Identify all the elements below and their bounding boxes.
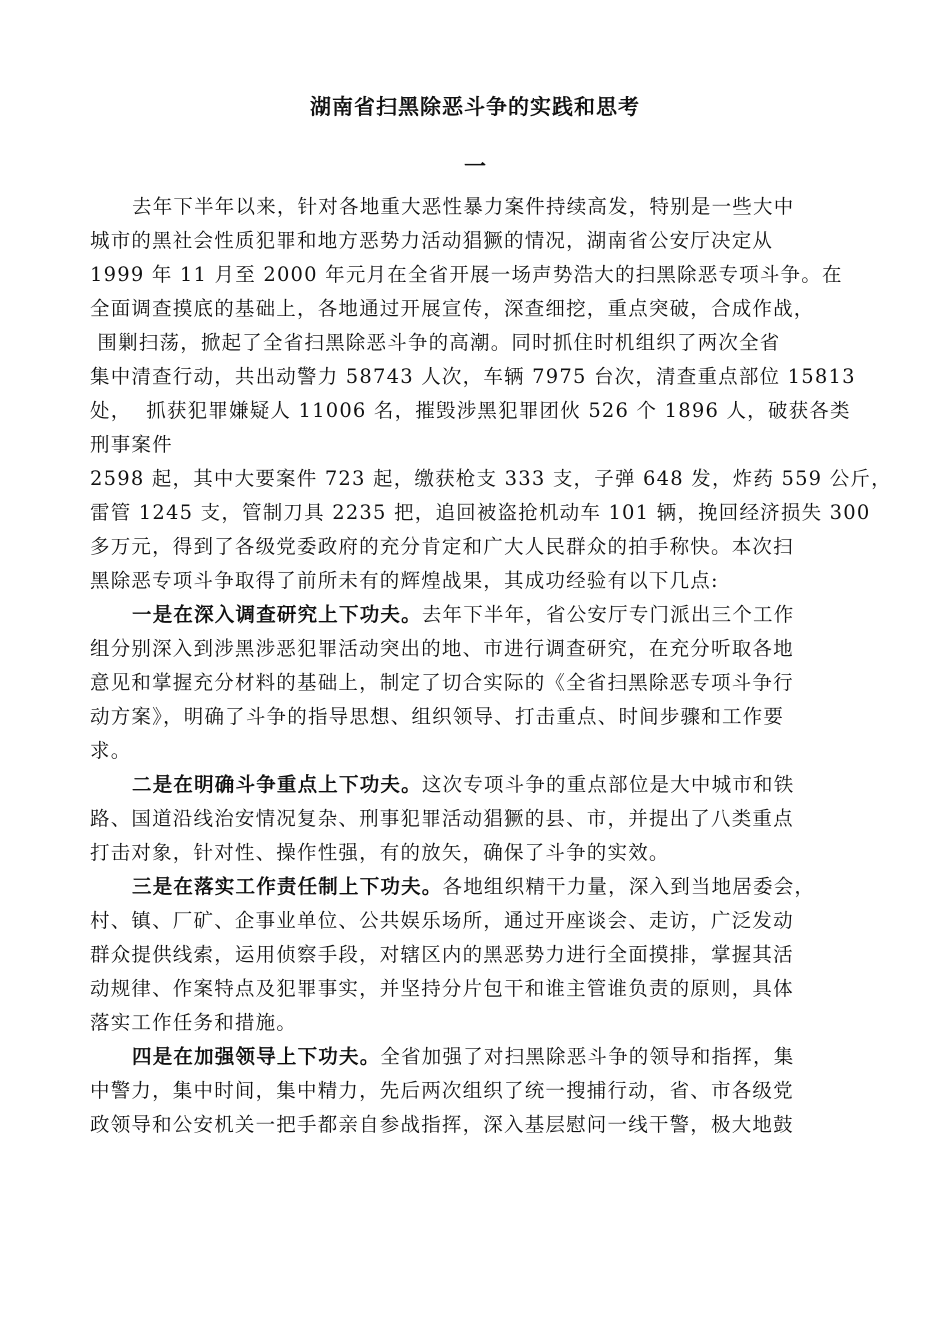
text-line: 求。 xyxy=(90,739,132,762)
text-line: 处， 抓获犯罪嫌疑人 11006 名，摧毁涉黑犯罪团伙 526 个 1896 人，破获各类 xyxy=(90,399,851,422)
text-line xyxy=(90,1040,860,1074)
text-line: 中警力，集中时间，集中精力，先后两次组织了统一搜捕行动，省、市各级党 xyxy=(90,1079,794,1102)
paragraph-point-4 xyxy=(90,1040,860,1142)
point-lead: 二是在明确斗争重点上下功夫。 xyxy=(132,773,422,796)
text-line xyxy=(90,598,860,632)
point-text: 去年下半年，省公安厅专门派出三个工作 xyxy=(421,603,795,626)
paragraph-intro xyxy=(90,190,892,598)
section-number: 一 xyxy=(463,154,486,180)
point-text: 各地组织精干力量，深入到当地居委会， xyxy=(442,875,816,898)
point-lead: 一是在深入调查研究上下功夫。 xyxy=(132,603,422,626)
text-line: 落实工作任务和措施。 xyxy=(90,1011,298,1034)
paragraph-point-2 xyxy=(90,768,860,870)
document-body xyxy=(90,190,892,1142)
text-line: 村、镇、厂矿、企事业单位、公共娱乐场所，通过开座谈会、走访，广泛发动 xyxy=(90,909,794,932)
point-text: 全省加强了对扫黑除恶斗争的领导和指挥，集 xyxy=(380,1045,795,1068)
document-title: 湖南省扫黑除恶斗争的实践和思考 xyxy=(310,94,640,119)
text-line: 全面调查摸底的基础上，各地通过开展宣传，深查细挖，重点突破，合成作战， xyxy=(90,297,815,320)
text-line xyxy=(90,768,860,802)
paragraph-point-3 xyxy=(90,870,860,1040)
text-line: 组分别深入到涉黑涉恶犯罪活动突出的地、市进行调查研究，在充分听取各地 xyxy=(90,637,794,660)
text-line: 黑除恶专项斗争取得了前所未有的辉煌战果，其成功经验有以下几点: xyxy=(90,569,719,592)
text-line: 路、国道沿线治安情况复杂、刑事犯罪活动猖獗的县、市，并提出了八类重点 xyxy=(90,807,794,830)
text-line: 打击对象，针对性、操作性强，有的放矢，确保了斗争的实效。 xyxy=(90,841,670,864)
text-line: 雷管 1245 支，管制刀具 2235 把，追回被盗抢机动车 101 辆，挽回经济损失 300 xyxy=(90,501,871,524)
text-line: 去年下半年以来，针对各地重大恶性暴力案件持续高发，特别是一些大中 xyxy=(132,195,795,218)
point-lead: 三是在落实工作责任制上下功夫。 xyxy=(132,875,443,898)
text-line: 围剿扫荡，掀起了全省扫黑除恶斗争的高潮。同时抓住时机组织了两次全省 xyxy=(90,331,781,354)
paragraph-point-1 xyxy=(90,598,860,768)
text-line: 集中清查行动，共出动警力 58743 人次，车辆 7975 台次，清查重点部位 15813 xyxy=(90,365,856,388)
text-line: 2598 起，其中大要案件 723 起，缴获枪支 333 支，子弹 648 发，炸药 559 公斤， xyxy=(90,467,892,490)
point-lead: 四是在加强领导上下功夫。 xyxy=(132,1045,381,1068)
point-text: 这次专项斗争的重点部位是大中城市和铁 xyxy=(421,773,795,796)
text-line: 城市的黑社会性质犯罪和地方恶势力活动猖獗的情况，湖南省公安厅决定从 xyxy=(90,229,774,252)
text-line: 动规律、作案特点及犯罪事实，并坚持分片包干和谁主管谁负责的原则，具体 xyxy=(90,977,794,1000)
text-line: 多万元，得到了各级党委政府的充分肯定和广大人民群众的拍手称快。本次扫 xyxy=(90,535,794,558)
text-line xyxy=(90,870,860,904)
text-line: 1999 年 11 月至 2000 年元月在全省开展一场声势浩大的扫黑除恶专项斗争。在 xyxy=(90,263,843,286)
text-line: 群众提供线索，运用侦察手段，对辖区内的黑恶势力进行全面摸排，掌握其活 xyxy=(90,943,794,966)
text-line: 动方案》，明确了斗争的指导思想、组织领导、打击重点、时间步骤和工作要 xyxy=(90,705,785,728)
text-line: 刑事案件 xyxy=(90,433,173,456)
text-line: 意见和掌握充分材料的基础上，制定了切合实际的《全省扫黑除恶专项斗争行 xyxy=(90,671,794,694)
text-line: 政领导和公安机关一把手都亲自参战指挥，深入基层慰问一线干警，极大地鼓 xyxy=(90,1113,794,1136)
